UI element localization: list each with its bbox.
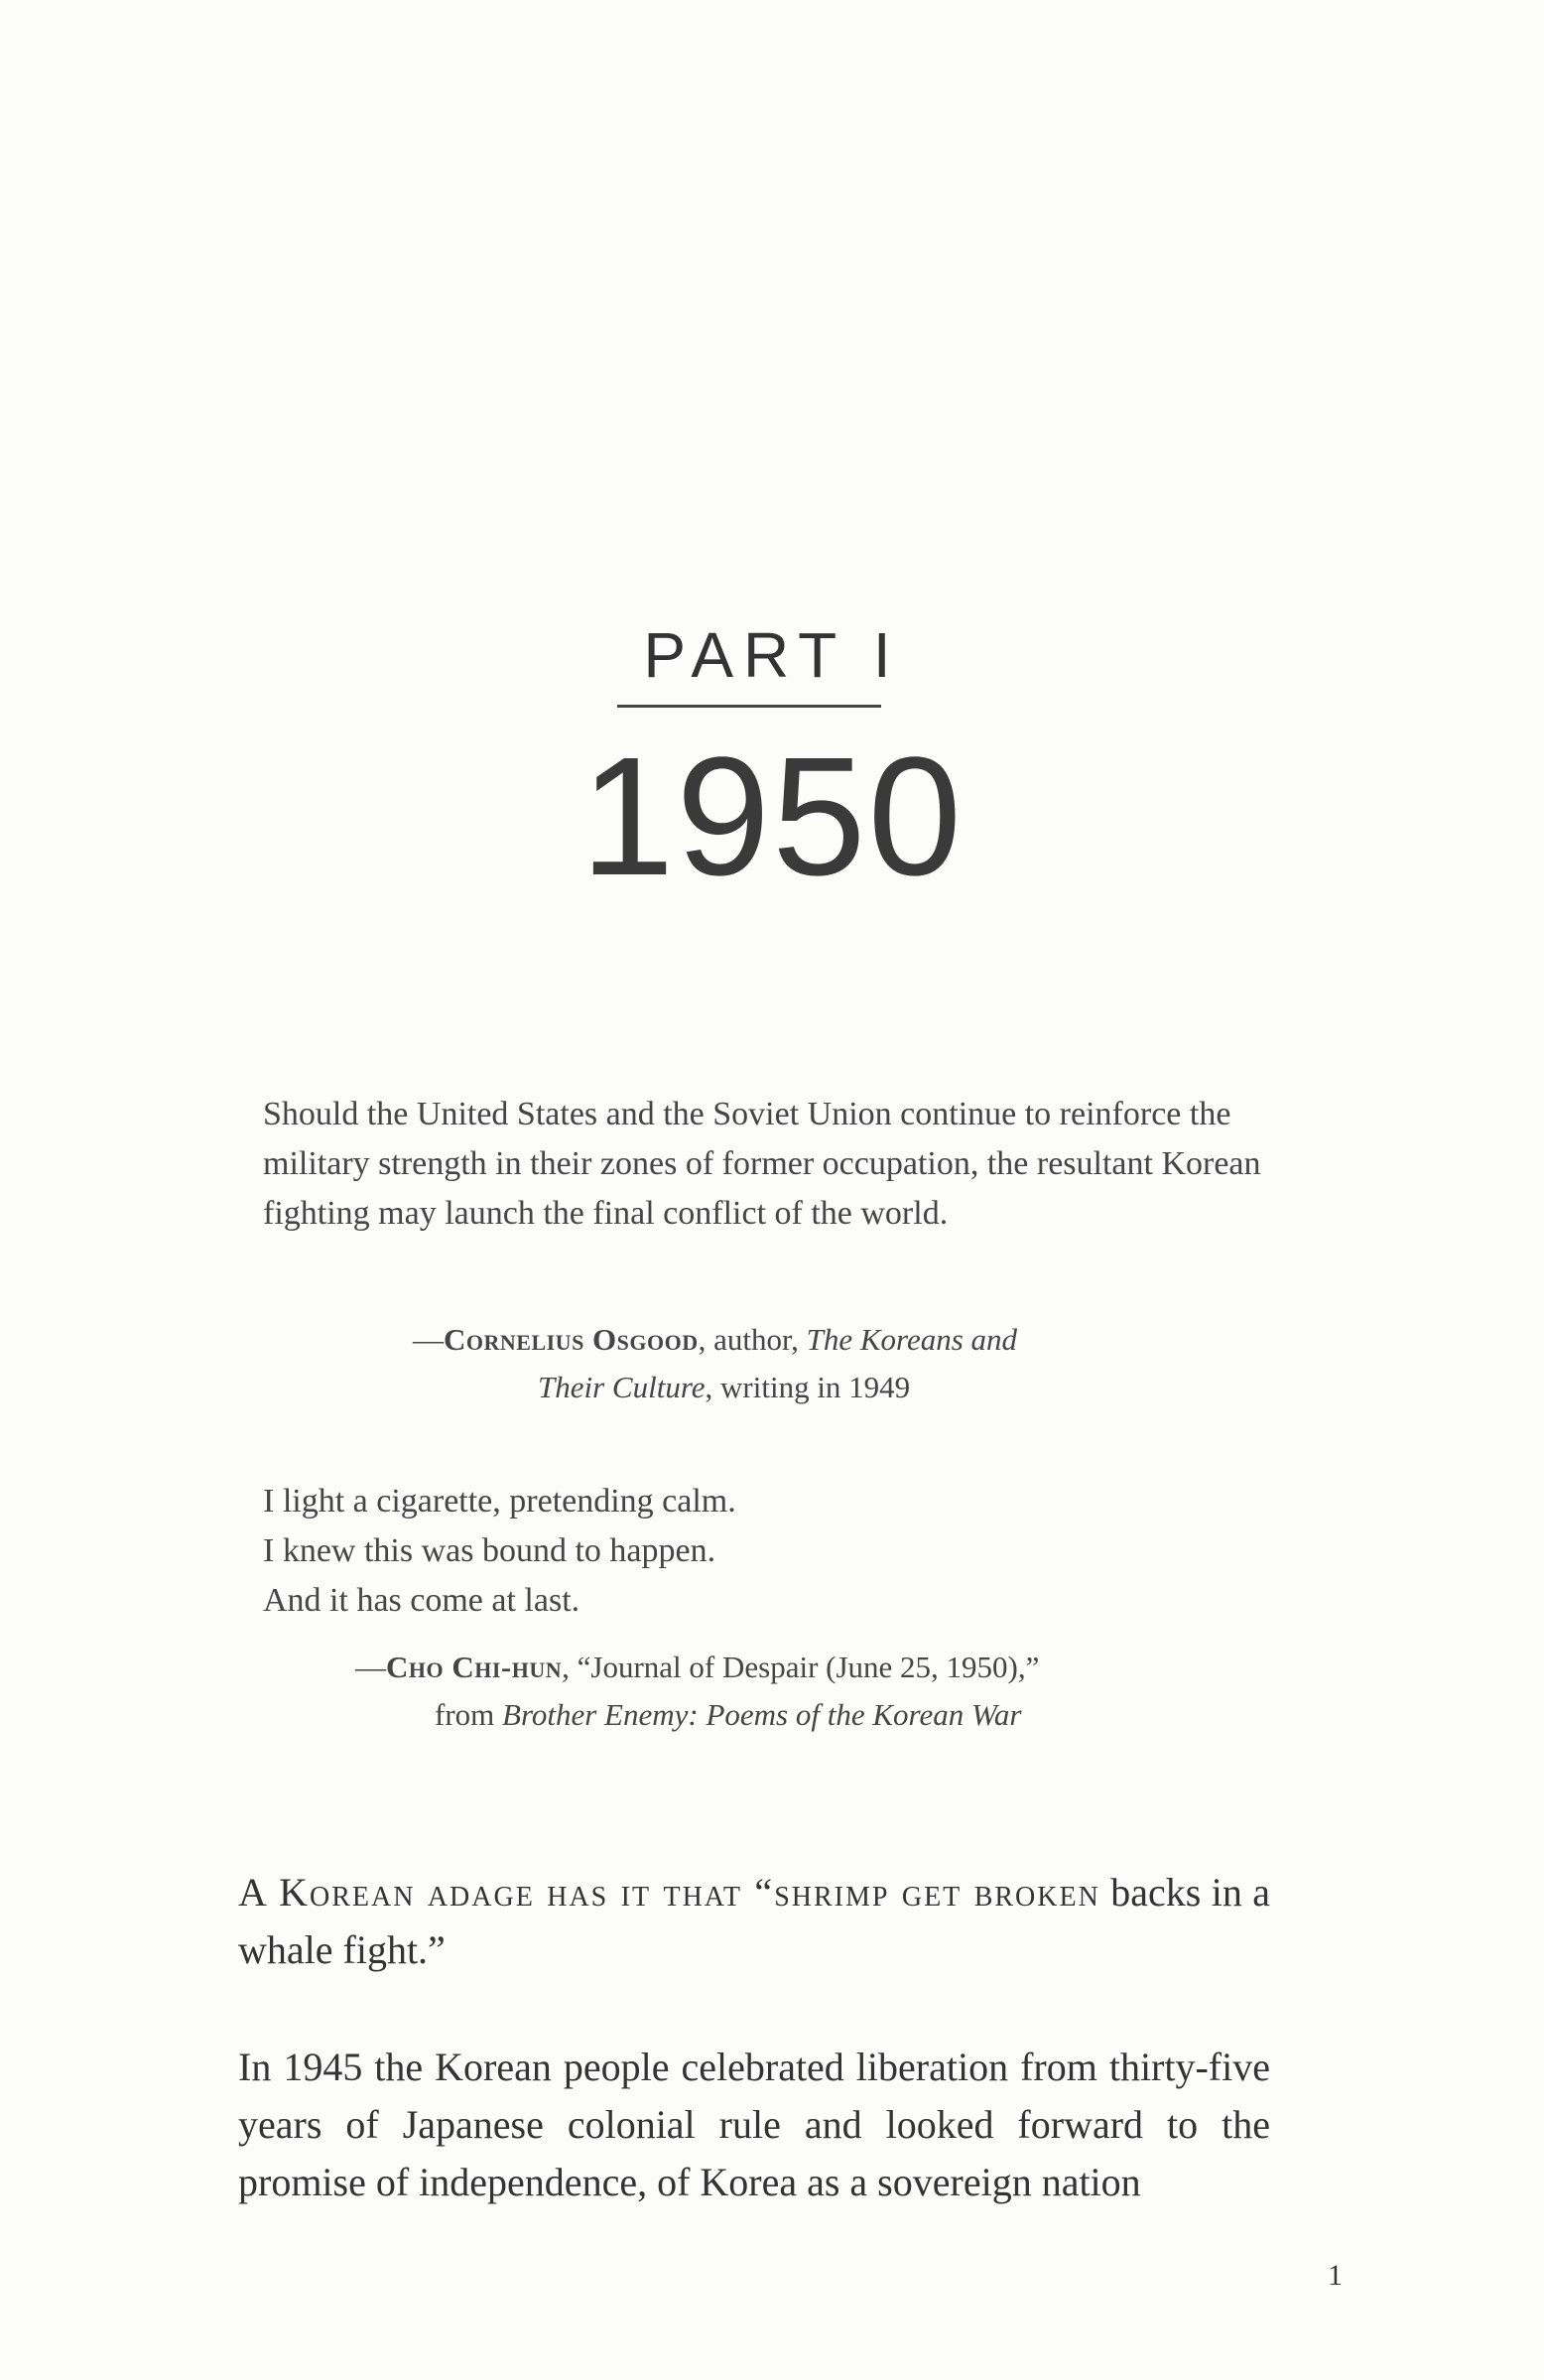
poem-line: And it has come at last. <box>263 1582 580 1619</box>
attribution-role: , author, <box>698 1322 807 1357</box>
attribution-from: from <box>435 1697 503 1732</box>
page-number: 1 <box>1328 2259 1343 2292</box>
epigraph-quote: Should the United States and the Soviet Union continue to reinforce the military strength in their zones of former occupation, the resultant Korean fighting may launch the final conflict of the world. <box>263 1096 1261 1232</box>
body-paragraph: In 1945 the Korean people celebrated liberation from thirty-five years of Japanese colonial rule and looked forward to the promise of independence, of Korea as a sovereign nation <box>238 2045 1270 2204</box>
attribution-book-title: Brother Enemy: Poems of the Korean War <box>502 1697 1022 1732</box>
body-paragraph <box>238 1864 1270 1979</box>
attribution-author: Cho Chi-hun <box>386 1650 563 1684</box>
attribution-dash: — <box>413 1322 444 1357</box>
epigraph-attribution-continued <box>538 1364 910 1411</box>
poem-attribution-continued <box>435 1691 1022 1739</box>
paragraph-lead-in: A Korean adage has it that “shrimp get broken <box>238 1870 1100 1915</box>
attribution-book-title-continued: Their Culture <box>538 1370 706 1404</box>
part-year: 1950 <box>579 723 965 911</box>
poem-line: I knew this was bound to happen. <box>263 1532 716 1569</box>
attribution-dash: — <box>355 1650 386 1684</box>
poem-line: I light a cigarette, pretending calm. <box>263 1483 736 1520</box>
part-label: PART I <box>643 619 901 691</box>
poem-epigraph <box>263 1477 736 1626</box>
poem-attribution <box>355 1644 1039 1691</box>
attribution-author: Cornelius Osgood <box>444 1322 699 1357</box>
part-heading <box>0 619 1544 691</box>
attribution-book-title: The Koreans and <box>806 1322 1018 1357</box>
attribution-poem-title: , “Journal of Despair (June 25, 1950),” <box>562 1650 1040 1684</box>
epigraph-attribution <box>413 1316 1017 1364</box>
attribution-suffix: , writing in 1949 <box>705 1370 911 1404</box>
paragraph-text: backs in a whale fight.” <box>238 1870 1270 1972</box>
heading-rule <box>617 705 881 708</box>
